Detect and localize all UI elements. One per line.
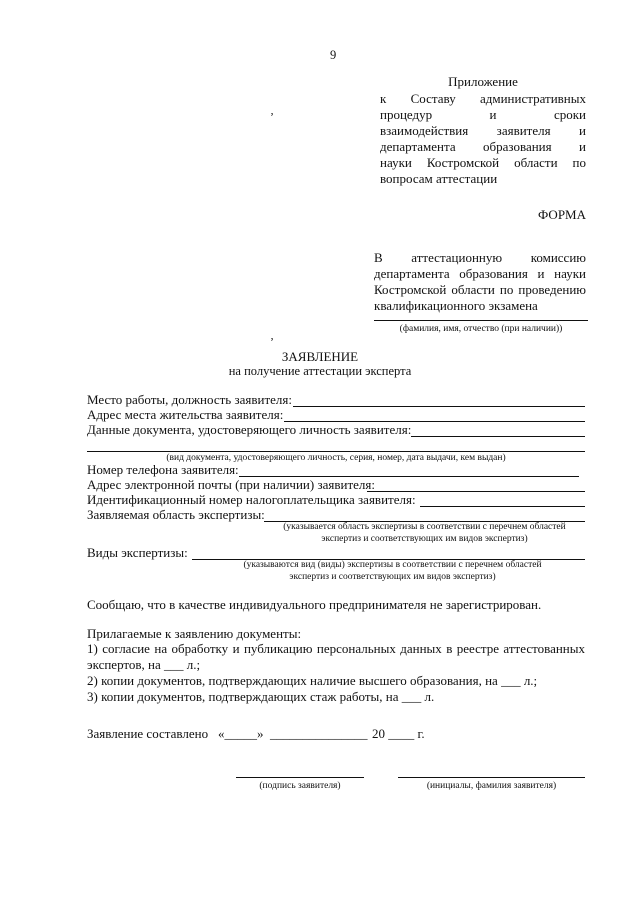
scan-mark: ʼ (270, 110, 274, 124)
name-line[interactable] (398, 777, 585, 778)
caption-line: (указываются вид (виды) экспертизы в соответствии с перечнем областей (243, 560, 542, 570)
name-caption: (инициалы, фамилия заявителя) (426, 781, 557, 791)
applicant-name-line (374, 320, 588, 321)
appendix-line: департамента образования и (380, 139, 586, 154)
statement-text: Сообщаю, что в качестве индивидуального предпринимателя не зарегистрирован. (87, 597, 542, 612)
form-label: ФОРМА (538, 207, 586, 222)
caption-line: экспертиз и соответствующих им видов экспертиз) (321, 534, 528, 544)
attachment-item: экспертов, на ___ л.; (87, 657, 201, 672)
phone-label: Номер телефона заявителя: (87, 462, 239, 477)
workplace-field[interactable] (293, 406, 585, 407)
attachment-item: 2) копии документов, подтверждающих наличие высшего образования, на ___ л.; (87, 673, 538, 688)
appendix-title: Приложение (448, 74, 518, 89)
attachment-item: 1) согласие на обработку и публикацию персональных данных в реестре аттестованных (87, 641, 585, 656)
attachments-list (87, 641, 585, 705)
email-label: Адрес электронной почты (при наличии) заявителя: (87, 477, 375, 492)
addressee-line: В аттестационную комиссию (374, 250, 586, 265)
appendix-line: вопросам аттестации (380, 171, 498, 186)
id-document-caption: (вид документа, удостоверяющего личность, серия, номер, дата выдачи, кем выдан) (166, 453, 506, 463)
signature-line[interactable] (236, 777, 364, 778)
expertise-area-label: Заявляемая область экспертизы: (87, 507, 265, 522)
date-label: Заявление составлено (87, 726, 209, 741)
expertise-area-caption (264, 521, 585, 545)
appendix-line: к Составу административных (380, 91, 586, 106)
address-label: Адрес места жительства заявителя: (87, 407, 284, 422)
caption-line: (указывается область экспертизы в соответствии с перечнем областей (283, 522, 566, 532)
id-document-label: Данные документа, удостоверяющего личность заявителя: (87, 422, 412, 437)
signature-caption: (подпись заявителя) (259, 781, 341, 791)
addressee-line: департамента образования и науки (374, 266, 586, 281)
appendix-line: науки Костромской области по (380, 155, 586, 170)
caption-line: экспертиз и соответствующих им видов экспертиз) (289, 572, 496, 582)
attachments-title: Прилагаемые к заявлению документы: (87, 626, 302, 641)
addressee-line: Костромской области по проведению (374, 282, 586, 297)
applicant-name-caption: (фамилия, имя, отчество (при наличии)) (399, 324, 563, 334)
id-document-field[interactable] (411, 436, 585, 437)
appendix-line: процедур и сроки (380, 107, 586, 122)
expertise-types-caption (200, 559, 585, 583)
inn-label: Идентификационный номер налогоплательщика заявителя: (87, 492, 416, 507)
page-number: 9 (330, 48, 337, 62)
inn-field[interactable] (420, 506, 585, 507)
addressee-line: квалификационного экзамена (374, 298, 538, 313)
appendix-line: взаимодействия заявителя и (380, 123, 586, 138)
expertise-types-label: Виды экспертизы: (87, 545, 188, 560)
document-subtitle: на получение аттестации эксперта (228, 364, 412, 378)
workplace-label: Место работы, должность заявителя: (87, 392, 292, 407)
scan-mark: ʼ (270, 335, 274, 349)
date-month[interactable]: _______________ (270, 726, 368, 741)
date-year[interactable]: 20 ____ г. (372, 726, 425, 741)
appendix-text (380, 91, 586, 187)
addressee-block (374, 250, 586, 314)
date-day[interactable]: «_____» (218, 726, 264, 741)
attachment-item: 3) копии документов, подтверждающих стаж работы, на ___ л. (87, 689, 435, 704)
document-title: ЗАЯВЛЕНИЕ (281, 349, 359, 364)
